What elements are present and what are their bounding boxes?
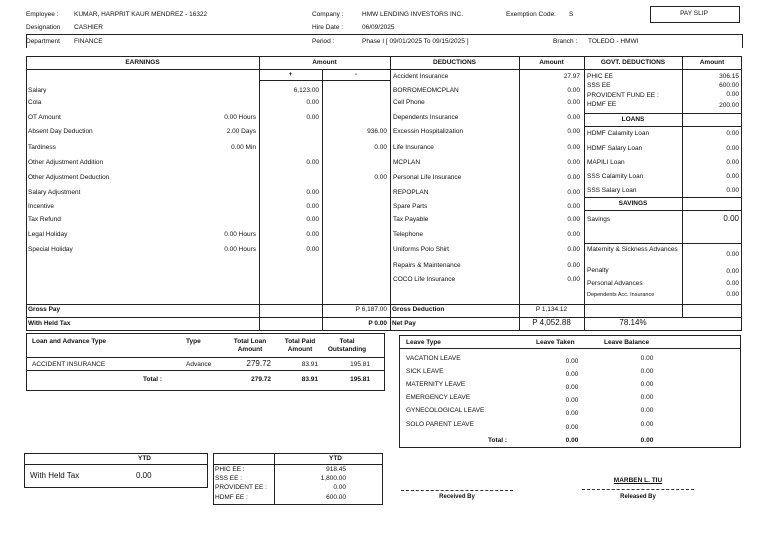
deduction-value: 0.00 bbox=[567, 216, 580, 223]
govt-provident-value: 0.00 bbox=[726, 91, 739, 98]
govt-loan-value: 0.00 bbox=[726, 159, 739, 166]
earning-label: Incentive bbox=[28, 203, 55, 210]
earning-plus: 0.00 bbox=[306, 189, 319, 196]
period-value: Phase I [ 09/01/2025 To 09/15/2025 ] bbox=[362, 38, 469, 45]
govt-loan-value: 0.00 bbox=[726, 130, 739, 137]
leave-taken: 0.00 bbox=[565, 384, 579, 391]
leave-taken: 0.00 bbox=[565, 424, 579, 431]
deduction-label: Accident Insurance bbox=[393, 73, 449, 80]
deduction-label: BORROMEOMCPLAN bbox=[393, 87, 459, 94]
maternity-label: Maternity & Sickness Advances bbox=[587, 246, 678, 253]
govt-deductions-header: GOVT. DEDUCTIONS bbox=[600, 59, 666, 66]
earning-label: Other Adjustment Deduction bbox=[28, 174, 110, 181]
loan-col-total: Total Loan Amount bbox=[233, 338, 267, 353]
loan-row-paid: 83.91 bbox=[301, 361, 318, 368]
ytd-tax-value: 0.00 bbox=[136, 471, 152, 480]
branch-value: TOLEDO - HMWI bbox=[588, 38, 639, 45]
deduction-label: Tax Payable bbox=[393, 216, 429, 223]
earning-plus: 0.00 bbox=[306, 99, 319, 106]
designation-value: CASHIER bbox=[74, 24, 103, 31]
earning-qty: 2.00 Days bbox=[226, 128, 256, 135]
gross-deduction-value: P 1,134.12 bbox=[535, 306, 568, 313]
gross-pay-value: P 6,187.00 bbox=[355, 306, 387, 313]
savings-header: SAVINGS bbox=[618, 200, 648, 207]
earnings-header: EARNINGS bbox=[125, 59, 160, 66]
personal-advances-label: Personal Advances bbox=[587, 280, 643, 287]
earning-label: Absent Day Deduction bbox=[28, 128, 93, 135]
dependents-acc-label: Dependents Acc. Insurance bbox=[587, 292, 655, 298]
govt-hdmf-value: 200.00 bbox=[719, 102, 739, 109]
earning-label: OT Amount bbox=[28, 114, 61, 121]
earning-label: Cola bbox=[28, 99, 42, 106]
leave-taken: 0.00 bbox=[565, 358, 579, 365]
deduction-label: MCPLAN bbox=[393, 159, 421, 166]
received-by-label: Received By bbox=[439, 494, 475, 500]
ytd-contrib-value: 0.00 bbox=[333, 484, 346, 491]
govt-loan-label: SSS Calamity Loan bbox=[587, 173, 644, 180]
leave-type: SICK LEAVE bbox=[406, 368, 444, 375]
company-label: Company : bbox=[312, 11, 344, 18]
deduction-label: Repairs & Maintenance bbox=[393, 262, 461, 269]
earning-plus: 0.00 bbox=[306, 216, 319, 223]
earning-label: Legal Holiday bbox=[28, 231, 68, 238]
deduction-value: 0.00 bbox=[567, 159, 580, 166]
ytd-contrib-value: 600.00 bbox=[326, 494, 346, 501]
leave-type: SOLO PARENT LEAVE bbox=[406, 421, 474, 428]
exemption-value: S bbox=[569, 11, 574, 18]
loans-header: LOANS bbox=[621, 116, 645, 123]
net-pay-label: Net Pay bbox=[392, 320, 416, 327]
leave-balance: 0.00 bbox=[640, 368, 654, 375]
govt-amount-header: Amount bbox=[699, 59, 725, 66]
employee-value: KUMAR, HARPRIT KAUR MENDREZ - 16322 bbox=[74, 11, 208, 18]
earning-minus: 0.00 bbox=[374, 174, 387, 181]
leave-col-balance: Leave Balance bbox=[604, 339, 650, 346]
earning-qty: 0.00 Min bbox=[231, 144, 256, 151]
deduction-label: Cell Phone bbox=[393, 99, 425, 106]
ytd-contrib-label: PROVIDENT EE : bbox=[215, 484, 267, 491]
pay-slip-title-box bbox=[650, 6, 740, 23]
deduction-value: 0.00 bbox=[567, 114, 580, 121]
loan-col-type: Type bbox=[186, 338, 201, 345]
hire-date-label: Hire Date : bbox=[312, 24, 344, 31]
leave-total-balance: 0.00 bbox=[640, 437, 654, 444]
govt-loan-label: SSS Salary Loan bbox=[587, 187, 637, 194]
deduction-value: 27.97 bbox=[563, 73, 580, 80]
deduction-value: 0.00 bbox=[567, 128, 580, 135]
earnings-plus-header: + bbox=[288, 71, 293, 78]
loan-total-total: 279.72 bbox=[251, 376, 271, 383]
penalty-label: Penalty bbox=[587, 267, 609, 274]
earning-plus: 0.00 bbox=[306, 114, 319, 121]
leave-balance: 0.00 bbox=[640, 381, 654, 388]
savings-value: 0.00 bbox=[723, 214, 739, 223]
deduction-label: REPOPLAN bbox=[393, 189, 429, 196]
earning-qty: 0.00 Hours bbox=[224, 246, 256, 253]
earning-label: Salary bbox=[28, 87, 47, 94]
earning-label: Special Holiday bbox=[28, 246, 73, 253]
leave-balance: 0.00 bbox=[640, 407, 654, 414]
loan-total-label: Total : bbox=[143, 376, 163, 383]
govt-loan-value: 0.00 bbox=[726, 187, 739, 194]
leave-total-taken: 0.00 bbox=[565, 437, 579, 444]
earning-plus: 0.00 bbox=[306, 231, 319, 238]
gross-deduction-label: Gross Deduction bbox=[392, 306, 445, 313]
net-pay-percent: 78.14% bbox=[619, 318, 647, 327]
ytd-contrib-label: SSS EE : bbox=[215, 475, 243, 482]
deduction-label: COCO Life Insurance bbox=[393, 276, 456, 283]
govt-phic-label: PHIC EE bbox=[587, 73, 614, 80]
loan-total-paid: 83.91 bbox=[301, 376, 318, 383]
leave-col-type: Leave Type bbox=[406, 339, 441, 346]
hire-date-value: 06/09/2025 bbox=[362, 24, 395, 31]
employee-label: Employee : bbox=[26, 11, 59, 18]
deduction-label: Excessin Hospitalization bbox=[393, 128, 464, 135]
govt-phic-value: 306.15 bbox=[719, 73, 739, 80]
leave-balance: 0.00 bbox=[640, 421, 654, 428]
ytd-tax-header: YTD bbox=[138, 455, 151, 462]
ytd-contrib-label: HDMF EE : bbox=[215, 494, 248, 501]
deduction-value: 0.00 bbox=[567, 276, 580, 283]
deduction-value: 0.00 bbox=[567, 144, 580, 151]
designation-label: Designation bbox=[26, 24, 61, 31]
savings-label: Savings bbox=[587, 216, 611, 223]
loan-row-name: ACCIDENT INSURANCE bbox=[32, 361, 106, 368]
loan-row-type: Advance bbox=[186, 361, 212, 368]
ytd-contrib-value: 1,800.00 bbox=[320, 475, 346, 482]
deduction-label: Telephone bbox=[393, 231, 423, 238]
earning-minus: 0.00 bbox=[374, 144, 387, 151]
govt-sss-value: 600.00 bbox=[719, 82, 739, 89]
loan-total-outstanding: 195.81 bbox=[350, 376, 370, 383]
released-by-label: Released By bbox=[620, 494, 656, 500]
govt-loan-label: MAPILI Loan bbox=[587, 159, 625, 166]
deduction-label: Personal Life Insurance bbox=[393, 174, 462, 181]
earning-plus: 0.00 bbox=[306, 203, 319, 210]
ytd-tax-label: With Held Tax bbox=[30, 471, 80, 480]
deduction-value: 0.00 bbox=[567, 99, 580, 106]
ytd-contrib-label: PHIC EE : bbox=[215, 466, 245, 473]
earning-plus: 0.00 bbox=[306, 159, 319, 166]
govt-provident-label: PROVIDENT FUND EE : bbox=[587, 92, 659, 99]
exemption-label: Exemption Code: bbox=[506, 11, 556, 18]
govt-loan-label: HDMF Salary Loan bbox=[587, 145, 643, 152]
withheld-tax-label: With Held Tax bbox=[28, 320, 71, 327]
earnings-minus-header: - bbox=[354, 71, 358, 78]
personal-advances-value: 0.00 bbox=[726, 280, 739, 287]
govt-loan-value: 0.00 bbox=[726, 173, 739, 180]
pay-slip-title: PAY SLIP bbox=[680, 10, 708, 17]
deduction-value: 0.00 bbox=[567, 262, 580, 269]
earning-label: Other Adjustment Addition bbox=[28, 159, 104, 166]
leave-taken: 0.00 bbox=[565, 410, 579, 417]
penalty-value: 0.00 bbox=[726, 268, 739, 275]
earning-label: Tax Refund bbox=[28, 216, 61, 223]
deduction-value: 0.00 bbox=[567, 246, 580, 253]
released-by-name: MARBEN L. TIU bbox=[613, 477, 663, 484]
branch-label: Branch : bbox=[553, 38, 578, 45]
net-pay-value: P 4,052.88 bbox=[532, 318, 571, 327]
leave-col-taken: Leave Taken bbox=[536, 339, 575, 346]
maternity-value: 0.00 bbox=[726, 251, 739, 258]
gross-pay-label: Gross Pay bbox=[28, 306, 61, 313]
loan-col-type-name: Loan and Advance Type bbox=[32, 338, 107, 345]
ytd-contrib-header: YTD bbox=[329, 455, 342, 462]
dependents-acc-value: 0.00 bbox=[726, 291, 739, 298]
deduction-label: Spare Parts bbox=[393, 203, 428, 210]
loan-row-outstanding: 195.81 bbox=[350, 361, 370, 368]
loan-col-outstanding: Total Outstanding bbox=[327, 338, 367, 353]
govt-loan-label: HDMF Calamity Loan bbox=[587, 130, 650, 137]
leave-type: VACATION LEAVE bbox=[406, 355, 461, 362]
earning-qty: 0.00 Hours bbox=[224, 231, 256, 238]
leave-total-label: Total : bbox=[488, 437, 508, 444]
earning-minus: 936.00 bbox=[367, 128, 387, 135]
leave-taken: 0.00 bbox=[565, 397, 579, 404]
period-label: Period : bbox=[312, 38, 335, 45]
deductions-amount-header: Amount bbox=[539, 59, 564, 66]
earning-plus: 6,123.00 bbox=[293, 87, 319, 94]
govt-hdmf-label: HDMF EE bbox=[587, 101, 617, 108]
leave-type: MATERNITY LEAVE bbox=[406, 381, 466, 388]
leave-balance: 0.00 bbox=[640, 394, 654, 401]
deduction-value: 0.00 bbox=[567, 174, 580, 181]
deduction-value: 0.00 bbox=[567, 87, 580, 94]
department-label: Department bbox=[26, 38, 60, 45]
govt-loan-value: 0.00 bbox=[726, 145, 739, 152]
deductions-header: DEDUCTIONS bbox=[433, 59, 476, 66]
leave-taken: 0.00 bbox=[565, 371, 579, 378]
loan-row-total: 279.72 bbox=[246, 359, 271, 368]
deduction-label: Life Insurance bbox=[393, 144, 434, 151]
ytd-contrib-value: 918.45 bbox=[326, 466, 346, 473]
department-value: FINANCE bbox=[74, 38, 103, 45]
earning-label: Tardiness bbox=[28, 144, 56, 151]
deduction-value: 0.00 bbox=[567, 203, 580, 210]
loan-col-paid: Total Paid Amount bbox=[284, 338, 316, 353]
deduction-value: 0.00 bbox=[567, 189, 580, 196]
deduction-label: Dependents Insurance bbox=[393, 114, 459, 121]
deduction-value: 0.00 bbox=[567, 231, 580, 238]
company-value: HMW LENDING INVESTORS INC. bbox=[362, 11, 464, 18]
leave-type: EMERGENCY LEAVE bbox=[406, 394, 471, 401]
deduction-label: Uniforms Polo Shirt bbox=[393, 246, 449, 253]
earnings-amount-header: Amount bbox=[312, 59, 337, 66]
govt-sss-label: SSS EE bbox=[587, 82, 611, 89]
earning-label: Salary Adjustment bbox=[28, 189, 81, 196]
leave-type: GYNECOLOGICAL LEAVE bbox=[406, 407, 485, 414]
withheld-tax-value: P 0.00 bbox=[368, 320, 387, 327]
leave-balance: 0.00 bbox=[640, 355, 654, 362]
earning-qty: 0.00 Hours bbox=[224, 114, 256, 121]
earning-plus: 0.00 bbox=[306, 246, 319, 253]
